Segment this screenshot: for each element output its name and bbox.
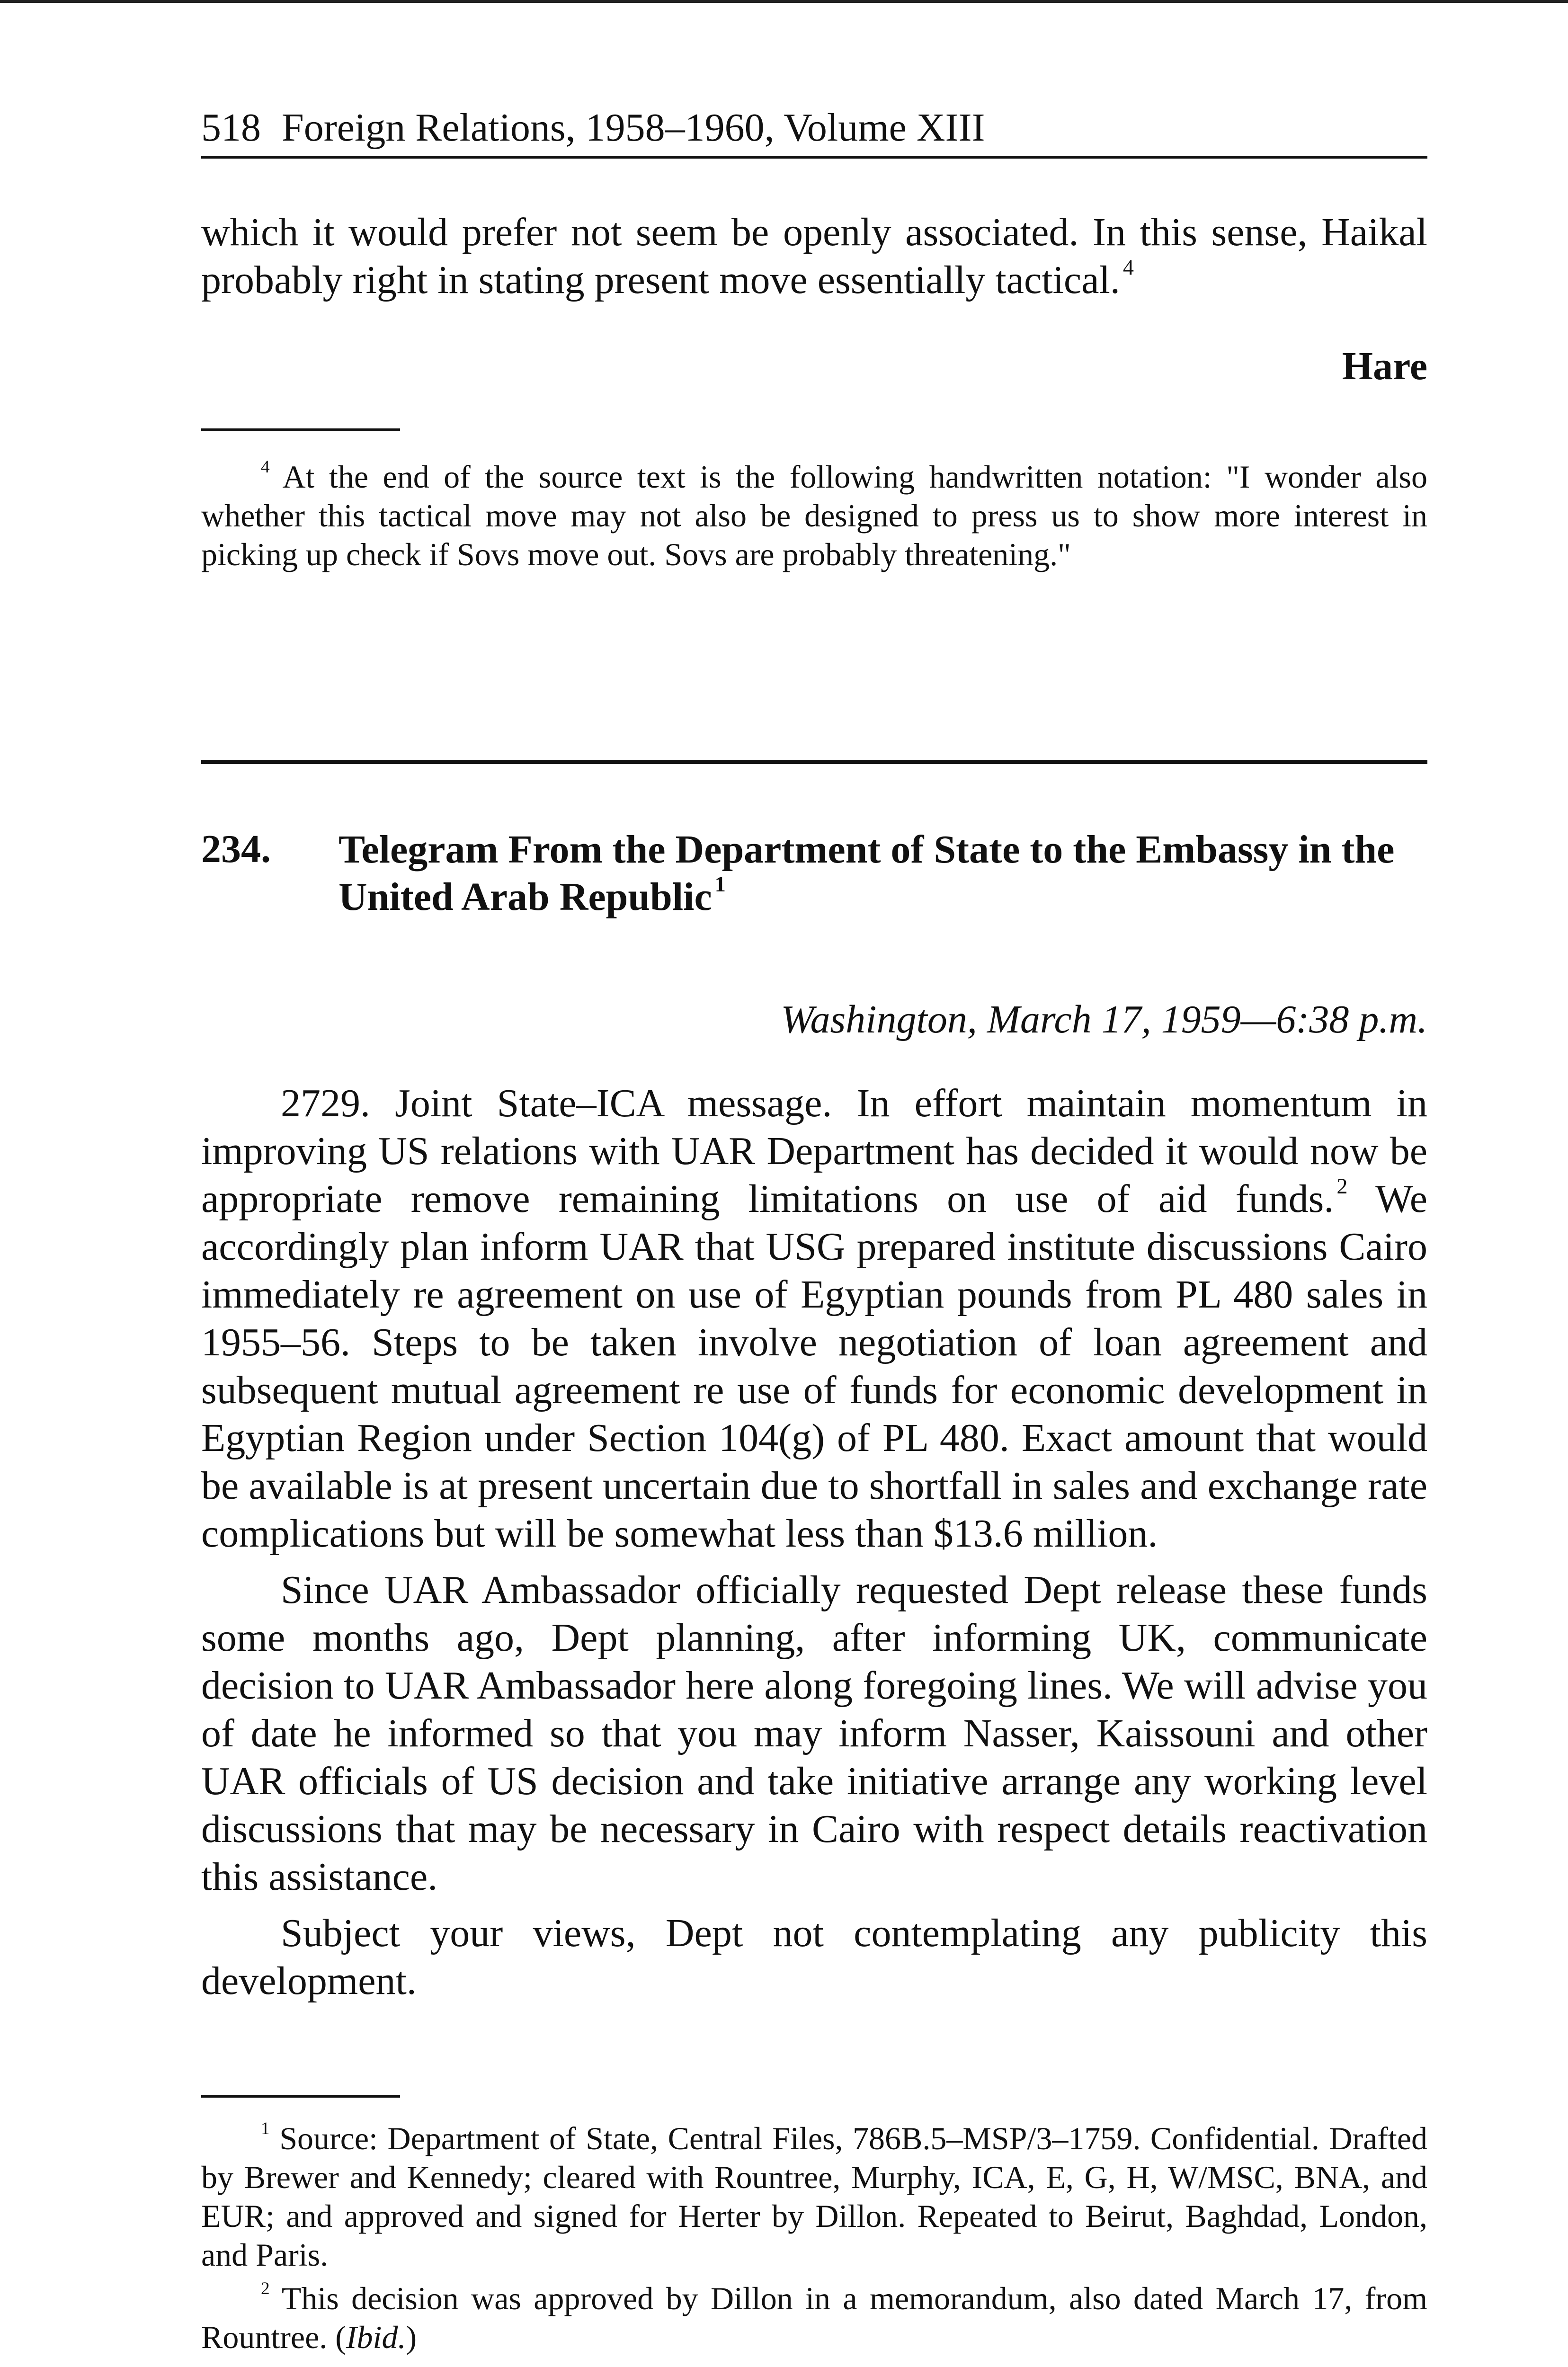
body-paragraph-3: Subject your views, Dept not contemplating any publicity this development. bbox=[201, 1911, 1427, 2003]
footnote-4-block bbox=[201, 428, 1427, 574]
footnote-2: $^2$ This decision was approved by Dillon in a memorandum, also dated March 17, from Rountree. (Ibid.) bbox=[201, 2279, 1427, 2355]
title-footnote-ref: 1 bbox=[714, 872, 726, 896]
footnotes-block bbox=[201, 2095, 1427, 2357]
running-head bbox=[201, 102, 1427, 159]
telegram-body bbox=[201, 1079, 1427, 2005]
document-number: 234. bbox=[201, 827, 271, 871]
body-paragraph-2: Since UAR Ambassador officially requested Dept release these funds some months ago, Dept planning, after informing UK, communicate decision to UAR Ambassador here along foregoing lines. We will advise you of date he informed so that you may inform Nasser, Kaissouni and other UAR officials of US decision and take initiative arrange any working level discussions that may be necessary in Cairo with respect details reactivation this assistance. bbox=[201, 1568, 1427, 1899]
footnote-rule bbox=[201, 2095, 400, 2098]
series-title: Foreign Relations, 1958–1960, Volume XIII bbox=[282, 106, 985, 150]
footnote-ref-4: 4 bbox=[1123, 255, 1134, 279]
footnote-marker: 4 bbox=[261, 457, 270, 477]
footnote-4: $^4$ At the end of the source text is the following handwritten notation: "I wonder also whether this tactical move may not also be designed to press us to show more interest in picking up check if Sovs move out. Sovs are probably threatening." bbox=[201, 457, 1427, 572]
footnote-rule bbox=[201, 428, 400, 431]
body-paragraph-1: 2729. Joint State–ICA message. In effort maintain momentum in improving US relations with UAR Department has decided it would now be appropriate remove remaining limitations on use of aid funds. $^2$ We accordingly plan inform UAR that USG prepared institute discussions Cairo immediately re agreement on use of Egyptian pounds from PL 480 sales in 1955–56. Steps to be taken involve negotiation of loan agreement and subsequent mutual agreement re use of funds for economic development in Egyptian Region under Section 104(g) of PL 480. Exact amount that would be available is at present uncertain due to shortfall in sales and exchange rate complications but will be somewhat less than $13.6 million. bbox=[201, 1081, 1427, 1556]
document-title: Telegram From the Department of State to the Embassy in the United Arab Republic $^1$ bbox=[339, 828, 1395, 919]
section-divider bbox=[201, 760, 1427, 764]
page-number: 518 bbox=[201, 106, 261, 150]
signature: Hare bbox=[1342, 344, 1427, 388]
dateline: Washington, March 17, 1959—6:38 p.m. bbox=[781, 997, 1427, 1041]
scan-top-edge bbox=[0, 0, 1568, 3]
continuation-paragraph: which it would prefer not seem be openly associated. In this sense, Haikal probably right in stating present move essentially tactical. $^4$ bbox=[201, 210, 1427, 302]
footnote-ref-2: 2 bbox=[1336, 1174, 1348, 1198]
footnote-1: $^1$ Source: Department of State, Central Files, 786B.5–MSP/3–1759. Confidential. Drafted by Brewer and Kennedy; cleared with Rountree, Murphy, ICA, E, G, H, W/MSC, BNA, and EUR; and approved and signed for Herter by Dillon. Repeated to Beirut, Baghdad, London, and Paris. bbox=[201, 2119, 1428, 2273]
